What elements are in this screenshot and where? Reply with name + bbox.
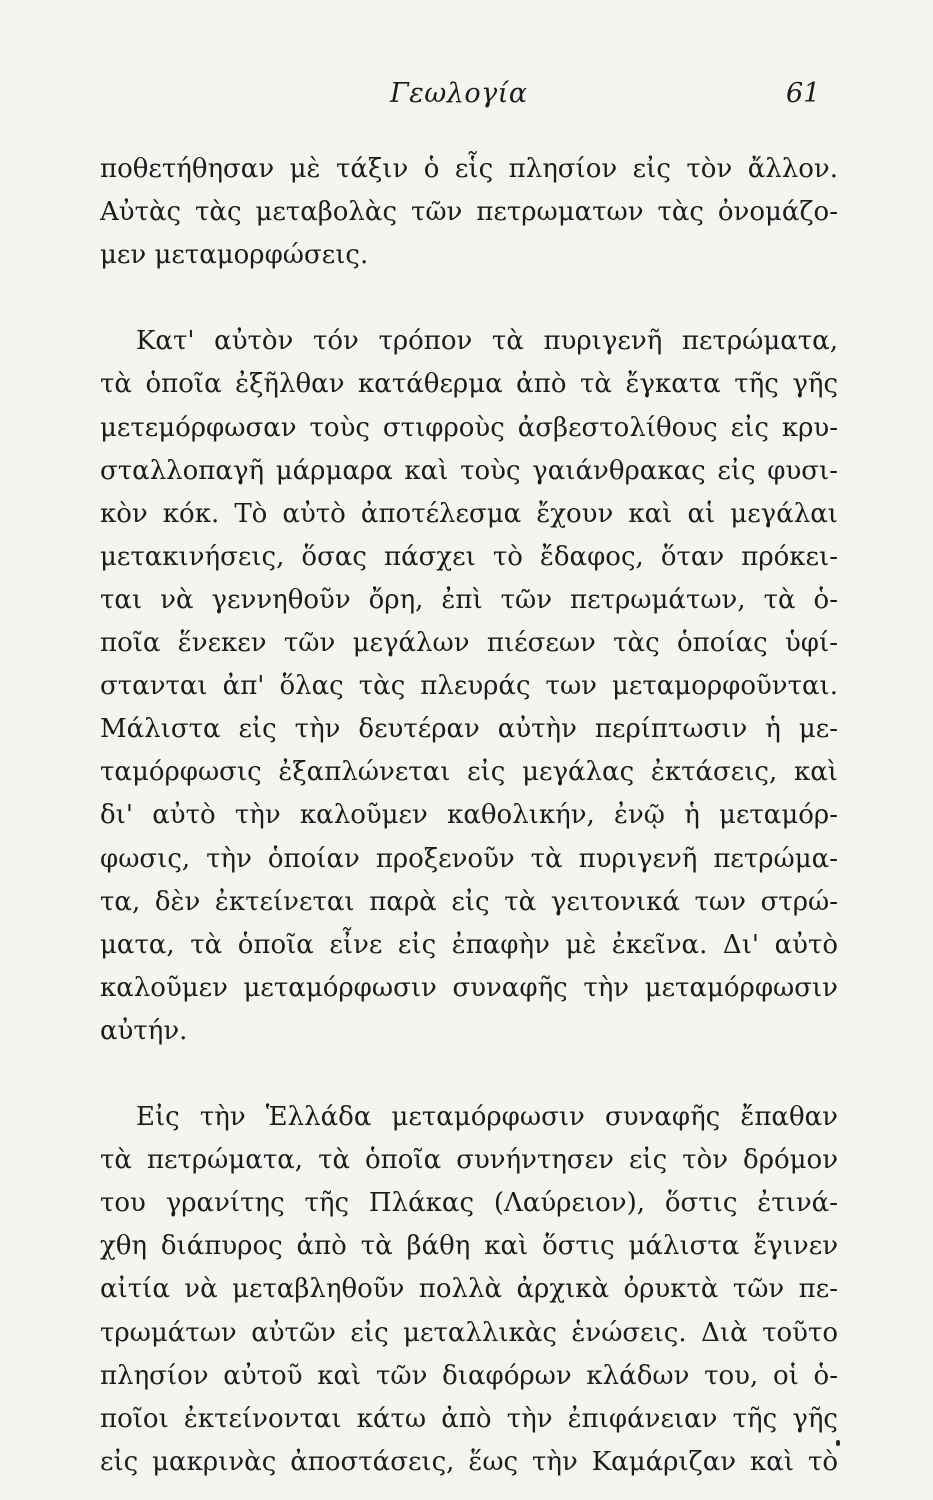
text-line: τρωμάτων αὐτῶν εἰς μεταλλικὰς ἑνώσεις. Διὰ τοῦτο xyxy=(100,1317,838,1348)
text-line: τα, δὲν ἐκτείνεται παρὰ εἰς τὰ γειτονικά των στρώ- xyxy=(100,886,838,917)
text-line: μετεμόρφωσαν τοὺς στιφροὺς ἀσβεστολίθους εἰς κρυ- xyxy=(100,412,838,443)
text-line: Μάλιστα εἰς τὴν δευτέραν αὐτὴν περίπτωσιν ἡ με- xyxy=(100,714,838,745)
text-line: πλησίον αὐτοῦ καὶ τῶν διαφόρων κλάδων του, οἱ ὁ- xyxy=(100,1360,838,1391)
text-line: Αὐτὰς τὰς μεταβολὰς τῶν πετρωματων τὰς ὀνομάζο- xyxy=(100,197,838,228)
body-text xyxy=(100,148,838,1484)
paragraph xyxy=(100,148,838,277)
text-line: ται νὰ γεννηθοῦν ὄρη, ἐπὶ τῶν πετρωμάτων, τὰ ὁ- xyxy=(100,584,838,615)
paragraph-gap xyxy=(100,277,838,320)
text-line: μετακινήσεις, ὅσας πάσχει τὸ ἔδαφος, ὅταν πρόκει- xyxy=(100,541,838,572)
text-line: ποῖα ἕνεκεν τῶν μεγάλων πιέσεων τὰς ὁποίας ὑφί- xyxy=(100,628,838,659)
text-line: εἰς μακρινὰς ἀποστάσεις, ἕως τὴν Καμάριζαν καὶ τὸ xyxy=(100,1446,838,1477)
text-line: σταλλοπαγῆ μάρμαρα καὶ τοὺς γαιάνθρακας εἰς φυσι- xyxy=(100,455,838,486)
text-line: ματα, τὰ ὁποῖα εἶνε εἰς ἐπαφὴν μὲ ἐκεῖνα. Δι' αὐτὸ xyxy=(100,929,838,960)
paragraph-gap xyxy=(100,1053,838,1096)
running-head xyxy=(0,78,933,118)
text-line: φωσις, τὴν ὁποίαν προξενοῦν τὰ πυριγενῆ πετρώμα- xyxy=(100,843,838,874)
paragraph xyxy=(100,320,838,1053)
text-line: χθη διάπυρος ἀπὸ τὰ βάθη καὶ ὅστις μάλιστα ἔγινεν xyxy=(100,1231,838,1262)
text-line: κὸν κόκ. Τὸ αὐτὸ ἀποτέλεσμα ἔχουν καὶ αἱ μεγάλαι xyxy=(100,498,838,529)
running-title: Γεωλογία xyxy=(390,78,528,109)
text-line: ποθετήθησαν μὲ τάξιν ὁ εἷς πλησίον εἰς τὸν ἄλλον. xyxy=(100,154,838,184)
text-line: καλοῦμεν μεταμόρφωσιν συναφῆς τὴν μεταμόρφωσιν xyxy=(100,972,838,1003)
text-line: μεν μεταμορφώσεις. xyxy=(100,240,369,271)
page-number: 61 xyxy=(786,78,821,109)
text-line: τὰ ὁποῖα ἐξῆλθαν κατάθερμα ἀπὸ τὰ ἔγκατα τῆς γῆς xyxy=(100,369,838,400)
text-line: Εἰς τὴν Ἑλλάδα μεταμόρφωσιν συναφῆς ἔπαθαν xyxy=(136,1102,838,1133)
text-line: ταμόρφωσις ἐξαπλώνεται εἰς μεγάλας ἐκτάσεις, καὶ xyxy=(100,757,838,788)
text-line: τὰ πετρώματα, τὰ ὁποῖα συνήντησεν εἰς τὸν δρόμον xyxy=(100,1145,838,1176)
paragraph xyxy=(100,1096,838,1484)
text-line: ποῖοι ἐκτείνονται κάτω ἀπὸ τὴν ἐπιφάνειαν τῆς γῆς xyxy=(100,1403,838,1434)
text-line: του γρανίτης τῆς Πλάκας (Λαύρειον), ὅστις ἐτινά- xyxy=(100,1188,838,1219)
text-line: δι' αὐτὸ τὴν καλοῦμεν καθολικήν, ἐνῷ ἡ μεταμόρ- xyxy=(100,800,838,831)
text-line: αἰτία νὰ μεταβληθοῦν πολλὰ ἀρχικὰ ὀρυκτὰ τῶν πε- xyxy=(100,1274,838,1305)
ink-speck xyxy=(836,1440,840,1446)
text-line: Κατ' αὐτὸν τόν τρόπον τὰ πυριγενῆ πετρώματα, xyxy=(136,326,838,357)
text-line: στανται ἀπ' ὅλας τὰς πλευράς των μεταμορφοῦνται. xyxy=(100,671,838,702)
text-line: αὐτήν. xyxy=(100,1015,188,1046)
